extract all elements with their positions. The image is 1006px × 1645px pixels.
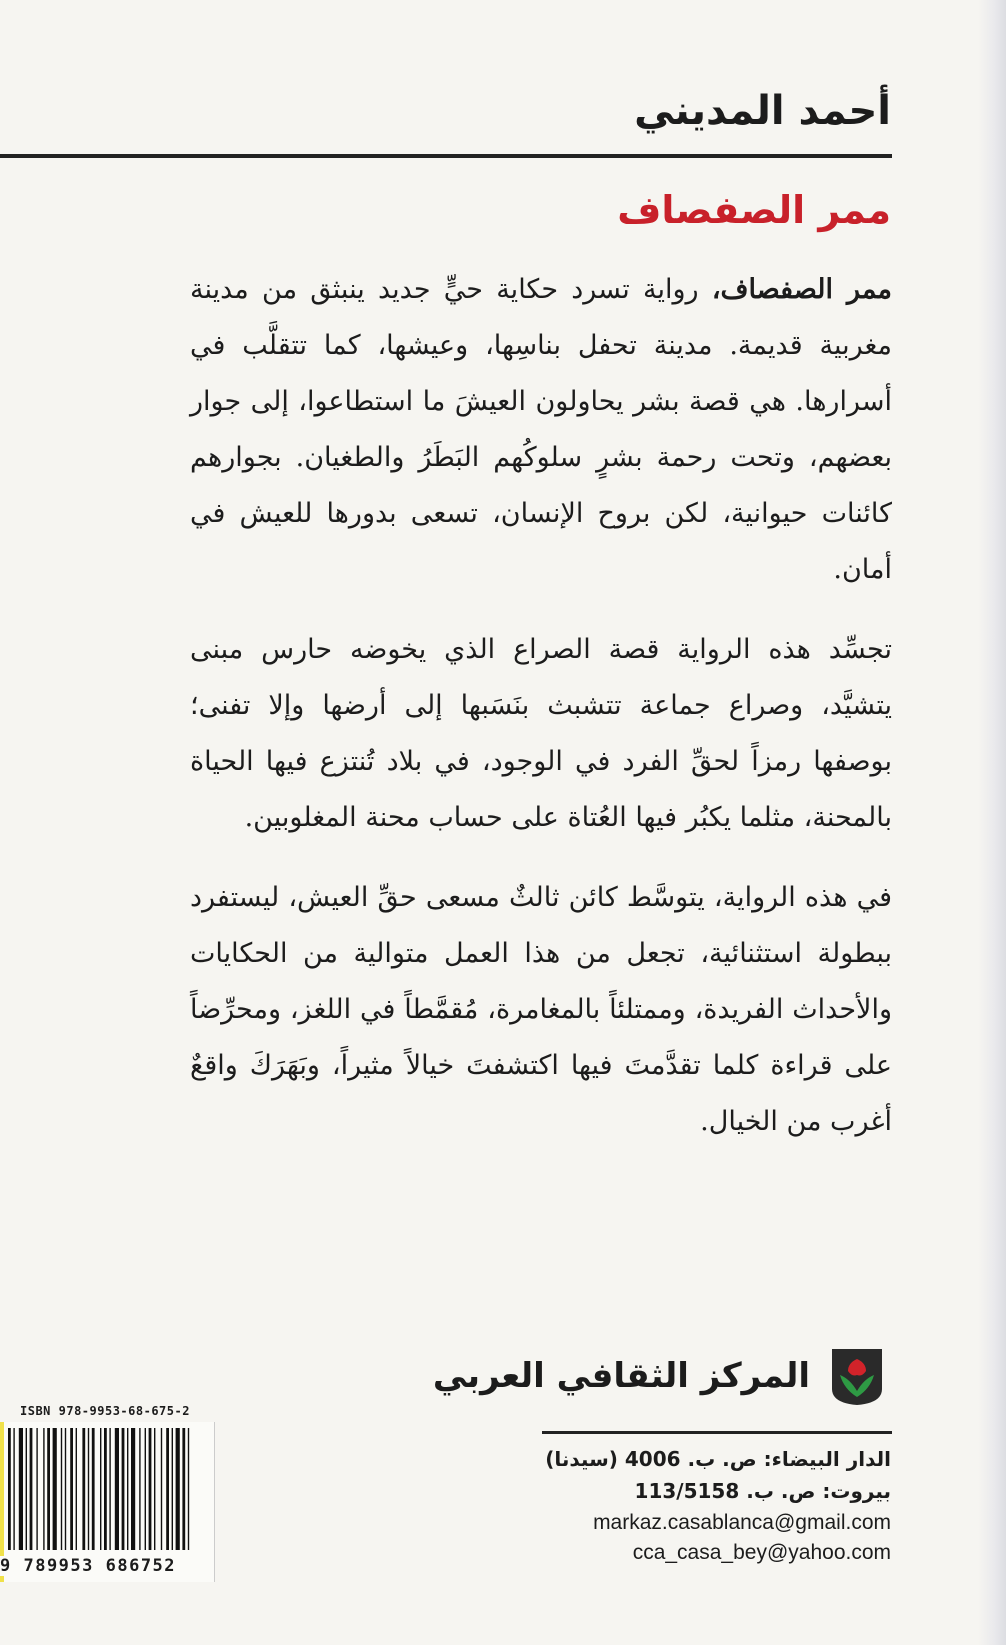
barcode-bar [36, 1428, 37, 1550]
barcode-bar [43, 1428, 44, 1550]
barcode-bar [53, 1428, 57, 1550]
blurb-text-1: رواية تسرد حكاية حيٍّ جديد ينبثق من مدينة مغربية قديمة. مدينة تحفل بناسِها، وعيشها، كما تتقلَّب في أسرارها. هي قصة بشر يحاولون العيشَ ما استطاعوا، إلى جوار بعضهم، وتحت رحمة بشرٍ سلوكُهم البَطَرُ والطغيان. بجوارهم كائنات حيوانية، لكن بروح الإنسان، تسعى بدورها للعيش في أمان. [190, 274, 892, 585]
barcode-bar [100, 1428, 101, 1550]
blurb [190, 262, 892, 1174]
barcode-bar [172, 1428, 173, 1550]
address-beirut: بيروت: ص. ب. 113/5158 [634, 1479, 891, 1503]
barcode-bar [145, 1428, 146, 1550]
email-casablanca[interactable]: markaz.casablanca@gmail.com [593, 1511, 891, 1534]
blurb-paragraph-1 [190, 262, 892, 598]
barcode-bar [154, 1428, 155, 1550]
barcode-digits: 9 789953 686752 [0, 1556, 214, 1576]
email-beirut[interactable]: cca_casa_bey@yahoo.com [632, 1541, 891, 1564]
barcode-bar [149, 1428, 152, 1550]
blurb-paragraph-2: تجسِّد هذه الرواية قصة الصراع الذي يخوضه حارس مبنى يتشيَّد، وصراع جماعة تتشبث بنَسَبها إلى أرضها وإلا تفنى؛ بوصفها رمزاً لحقِّ الفرد في الوجود، في بلاد تُنتزع فيها الحياة بالمحنة، مثلما يكبُر فيها العُتاة على حساب محنة المغلوبين. [190, 634, 892, 833]
barcode-bar [8, 1428, 11, 1550]
rose-logo-icon [826, 1345, 888, 1407]
blurb-lead: ممر الصفصاف، [711, 274, 892, 305]
address-casablanca: الدار البيضاء: ص. ب. 4006 (سيدنا) [545, 1447, 891, 1471]
author-name: أحمد المديني [634, 88, 891, 134]
header-rule [0, 154, 892, 158]
barcode-bar [104, 1428, 107, 1550]
barcode-bar [109, 1428, 110, 1550]
barcode-bar [76, 1428, 77, 1550]
publisher-name: المركز الثقافي العربي [432, 1356, 810, 1396]
barcode-bar [176, 1428, 180, 1550]
barcode-bar [139, 1428, 140, 1550]
barcode-bar [127, 1428, 128, 1550]
barcode-bar [30, 1428, 33, 1550]
barcode-bar [61, 1428, 62, 1550]
barcode-bar [166, 1428, 169, 1550]
barcode-bar [65, 1428, 66, 1550]
barcode-bar [13, 1428, 14, 1550]
isbn-label: ISBN 978-9953-68-675-2 [20, 1404, 190, 1418]
publisher-block [433, 1345, 888, 1407]
barcode-bar [122, 1428, 125, 1550]
publisher-rule [542, 1431, 892, 1434]
barcode-bar [19, 1428, 23, 1550]
barcode-bar [47, 1428, 50, 1550]
barcode-bar [70, 1428, 73, 1550]
blurb-paragraph-3: في هذه الرواية، يتوسَّط كائن ثالثٌ مسعى حقِّ العيش، ليستفرد ببطولة استثنائية، تجعل من هذا العمل متوالية من الحكايات والأحداث الفريدة، وممتلئاً بالمغامرة، مُقمَّطاً في اللغز، ومحرِّضاً على قراءة كلما تقدَّمتَ فيها اكتشفتَ خيالاً مثيراً، وبَهَرَكَ واقعٌ أغرب من الخيال. [190, 882, 892, 1137]
cover-edge [978, 0, 1006, 1645]
barcode-bar [115, 1428, 119, 1550]
barcode-bar [161, 1428, 162, 1550]
barcode-bar [182, 1428, 185, 1550]
barcode-bar [92, 1428, 95, 1550]
barcode-bar [26, 1428, 27, 1550]
barcode-bar [188, 1428, 189, 1550]
barcode-bars [0, 1422, 214, 1556]
barcode-bar [88, 1428, 89, 1550]
barcode-bar [131, 1428, 135, 1550]
barcode-bar [82, 1428, 85, 1550]
book-title: ممر الصفصاف [617, 188, 891, 232]
